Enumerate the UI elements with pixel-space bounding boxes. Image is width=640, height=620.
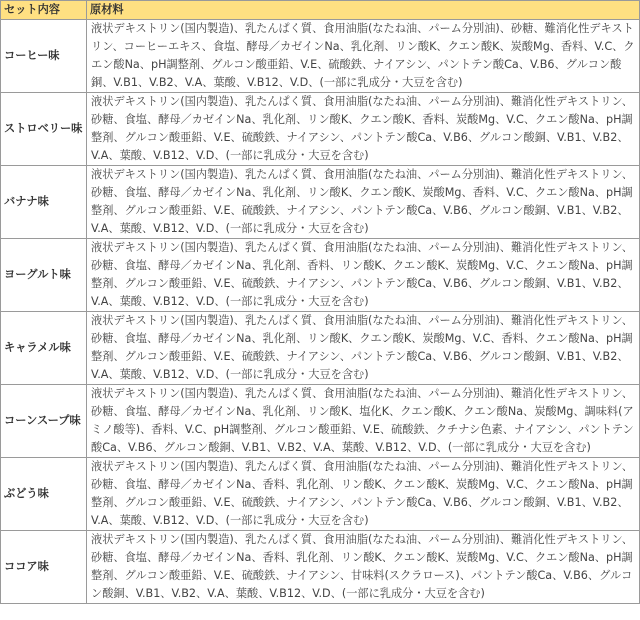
table-row: [1, 239, 640, 312]
ingredients-cell: 液状デキストリン(国内製造)、乳たんぱく質、食用油脂(なたね油、パーム分別油)、難消化性デキストリン、砂糖、食塩、酵母／カゼインNa、香料、乳化剤、リン酸K、クエン酸K、炭酸Mg、V.C、クエン酸Na、pH調整剤、グルコン酸亜鉛、V.E、硫酸鉄、ナイアシン、甘味料(スクラロース)、パントテン酸Ca、V.B6、グルコン酸銅、V.B1、V.B2、V.A、葉酸、V.B12、V.D、(一部に乳成分・大豆を含む): [87, 531, 640, 604]
ingredients-cell: 液状デキストリン(国内製造)、乳たんぱく質、食用油脂(なたね油、パーム分別油)、難消化性デキストリン、砂糖、食塩、酵母／カゼインNa、乳化剤、リン酸K、クエン酸K、炭酸Mg、V.C、香料、クエン酸Na、pH調整剤、グルコン酸亜鉛、V.E、硫酸鉄、ナイアシン、パントテン酸Ca、V.B6、グルコン酸銅、V.B1、V.B2、V.A、葉酸、V.B12、V.D、(一部に乳成分・大豆を含む): [87, 312, 640, 385]
table-row: [1, 93, 640, 166]
flavor-cell: バナナ味: [1, 166, 87, 239]
flavor-cell: コーヒー味: [1, 20, 87, 93]
table-row: [1, 312, 640, 385]
table-row: [1, 166, 640, 239]
flavor-cell: ココア味: [1, 531, 87, 604]
flavor-cell: コーンスープ味: [1, 385, 87, 458]
table-header-row: [1, 1, 640, 20]
flavor-cell: ヨーグルト味: [1, 239, 87, 312]
ingredients-header: 原材料: [87, 1, 640, 20]
table-row: [1, 20, 640, 93]
flavor-cell: ぶどう味: [1, 458, 87, 531]
table-row: [1, 531, 640, 604]
table-row: [1, 458, 640, 531]
ingredients-cell: 液状デキストリン(国内製造)、乳たんぱく質、食用油脂(なたね油、パーム分別油)、難消化性デキストリン、砂糖、食塩、酵母／カゼインNa、乳化剤、リン酸K、塩化K、クエン酸K、クエン酸Na、炭酸Mg、調味料(アミノ酸等)、香料、V.C、pH調整剤、グルコン酸亜鉛、V.E、硫酸鉄、クチナシ色素、ナイアシン、パントテン酸Ca、V.B6、グルコン酸銅、V.B1、V.B2、V.A、葉酸、V.B12、V.D、(一部に乳成分・大豆を含む): [87, 385, 640, 458]
table-row: [1, 385, 640, 458]
ingredients-cell: 液状デキストリン(国内製造)、乳たんぱく質、食用油脂(なたね油、パーム分別油)、難消化性デキストリン、砂糖、食塩、酵母／カゼインNa、乳化剤、リン酸K、クエン酸K、香料、炭酸Mg、V.C、クエン酸Na、pH調整剤、グルコン酸亜鉛、V.E、硫酸鉄、ナイアシン、パントテン酸Ca、V.B6、グルコン酸銅、V.B1、V.B2、V.A、葉酸、V.B12、V.D、(一部に乳成分・大豆を含む): [87, 93, 640, 166]
flavor-cell: キャラメル味: [1, 312, 87, 385]
ingredients-cell: 液状デキストリン(国内製造)、乳たんぱく質、食用油脂(なたね油、パーム分別油)、砂糖、難消化性デキストリン、コーヒーエキス、食塩、酵母／カゼインNa、乳化剤、リン酸K、クエン酸K、炭酸Mg、香料、V.C、クエン酸Na、pH調整剤、グルコン酸亜鉛、V.E、硫酸鉄、ナイアシン、パントテン酸Ca、V.B6、グルコン酸銅、V.B1、V.B2、V.A、葉酸、V.B12、V.D、(一部に乳成分・大豆を含む): [87, 20, 640, 93]
flavor-cell: ストロベリー味: [1, 93, 87, 166]
ingredients-cell: 液状デキストリン(国内製造)、乳たんぱく質、食用油脂(なたね油、パーム分別油)、難消化性デキストリン、砂糖、食塩、酵母／カゼインNa、乳化剤、リン酸K、クエン酸K、炭酸Mg、香料、V.C、クエン酸Na、pH調整剤、グルコン酸亜鉛、V.E、硫酸鉄、ナイアシン、パントテン酸Ca、V.B6、グルコン酸銅、V.B1、V.B2、V.A、葉酸、V.B12、V.D、(一部に乳成分・大豆を含む): [87, 166, 640, 239]
ingredients-cell: 液状デキストリン(国内製造)、乳たんぱく質、食用油脂(なたね油、パーム分別油)、難消化性デキストリン、砂糖、食塩、酵母／カゼインNa、乳化剤、香料、リン酸K、クエン酸K、炭酸Mg、V.C、クエン酸Na、pH調整剤、グルコン酸亜鉛、V.E、硫酸鉄、ナイアシン、パントテン酸Ca、V.B6、グルコン酸銅、V.B1、V.B2、V.A、葉酸、V.B12、V.D、(一部に乳成分・大豆を含む): [87, 239, 640, 312]
set-contents-header: セット内容: [1, 1, 87, 20]
ingredients-cell: 液状デキストリン(国内製造)、乳たんぱく質、食用油脂(なたね油、パーム分別油)、難消化性デキストリン、砂糖、食塩、酵母／カゼインNa、香料、乳化剤、リン酸K、クエン酸K、炭酸Mg、V.C、クエン酸Na、pH調整剤、グルコン酸亜鉛、V.E、硫酸鉄、ナイアシン、パントテン酸Ca、V.B6、グルコン酸銅、V.B1、V.B2、V.A、葉酸、V.B12、V.D、(一部に乳成分・大豆を含む): [87, 458, 640, 531]
